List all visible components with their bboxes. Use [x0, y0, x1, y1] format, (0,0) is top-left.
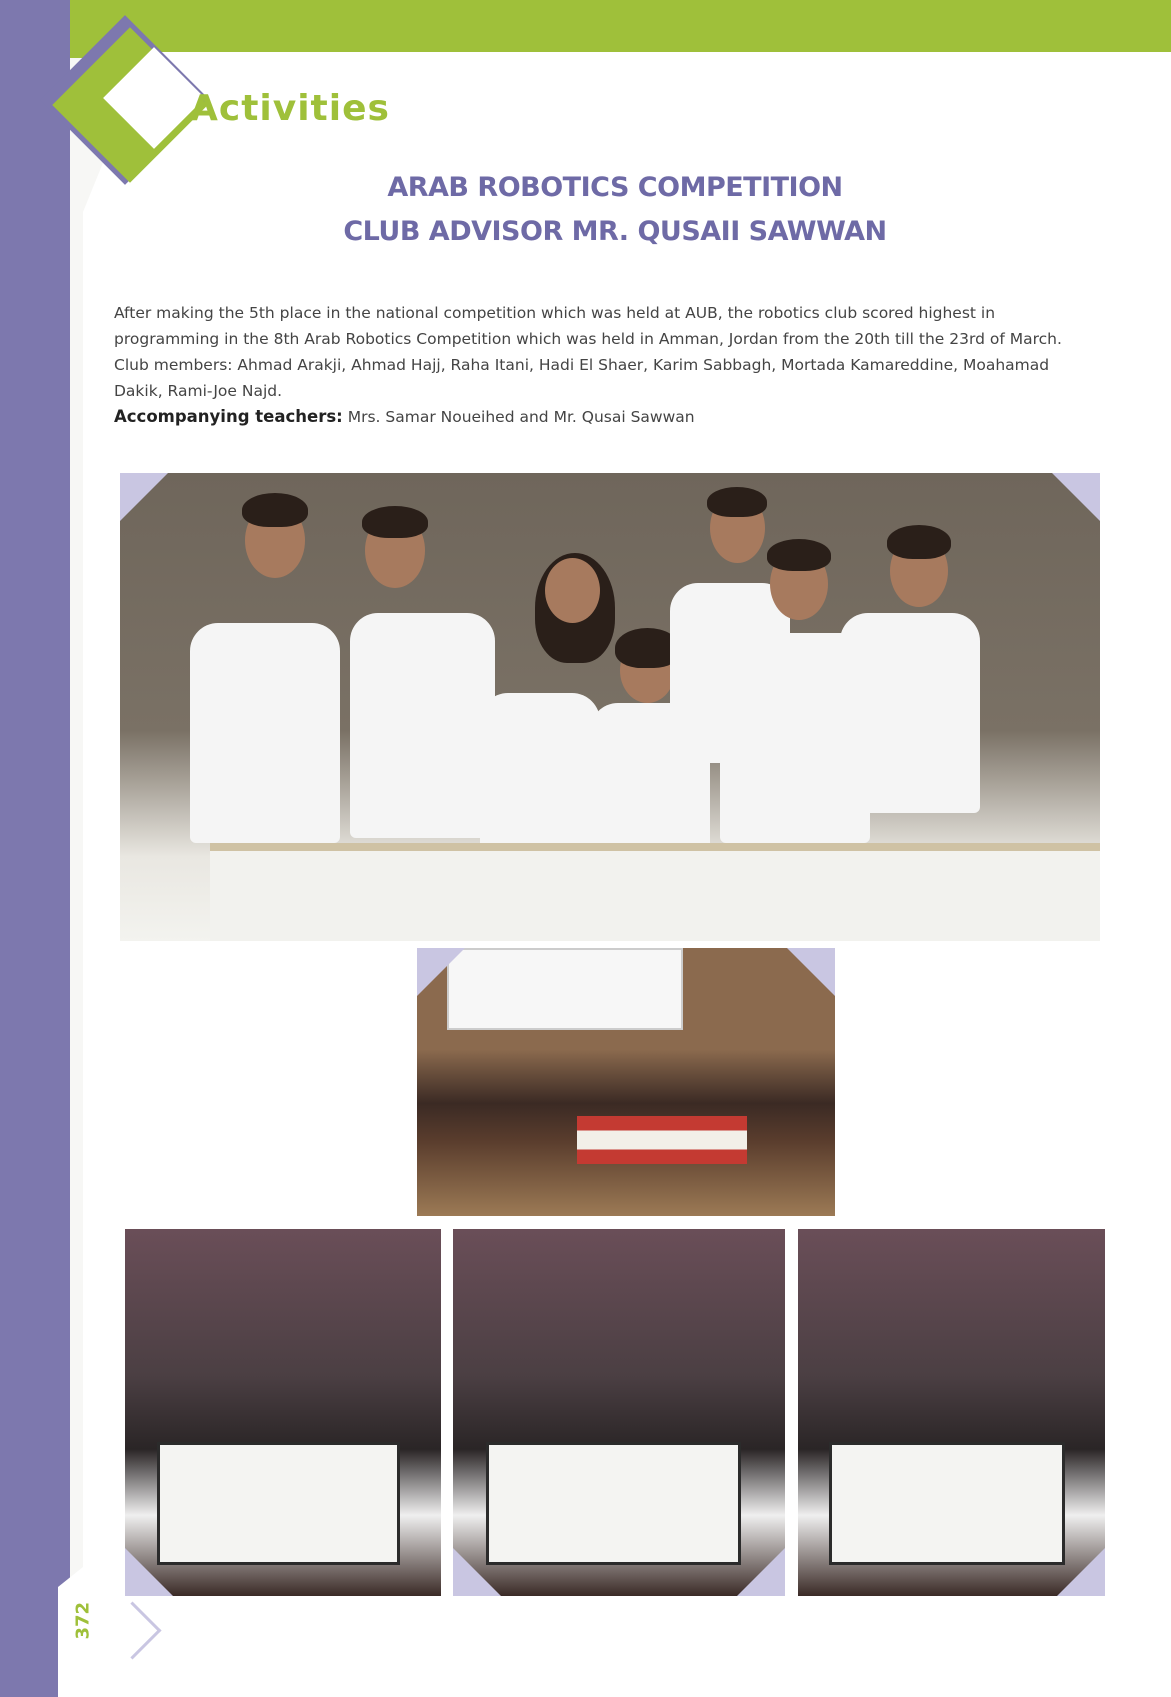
teachers-names: Mrs. Samar Noueihed and Mr. Qusai Sawwan — [347, 408, 695, 426]
photo-student-hair — [362, 506, 428, 538]
competition-photo-right — [798, 1229, 1105, 1596]
competition-board — [157, 1442, 400, 1565]
article-intro: After making the 5th place in the national competition which was held at AUB, the robotics club scored highest in programming in the 8th Arab Robotics Competition which was held in Amman, Jordan from the 20th till the 23rd of March. — [114, 304, 1062, 348]
competition-board — [829, 1442, 1065, 1565]
team-photo — [120, 473, 1100, 941]
photo-corner-decoration — [1057, 1548, 1105, 1596]
photo-student-head — [545, 558, 600, 623]
photo-student-shirt — [840, 613, 980, 813]
photo-student-shirt — [350, 613, 495, 838]
photo-student-shirt — [190, 623, 340, 843]
page-number: 372 — [72, 1601, 94, 1640]
competition-photo-center — [453, 1229, 785, 1596]
photo-student-shirt — [480, 693, 600, 853]
competition-board — [486, 1442, 741, 1565]
robotics-competition-table — [210, 843, 1100, 941]
top-decorative-band — [0, 0, 1171, 58]
article-body — [114, 300, 1099, 430]
photo-corner-decoration — [120, 473, 168, 521]
lebanese-flag — [577, 1116, 747, 1164]
article-teachers — [114, 404, 1099, 430]
photo-corner-decoration — [125, 1548, 173, 1596]
teachers-label: Accompanying teachers: — [114, 407, 343, 426]
left-decorative-band — [0, 0, 70, 1697]
photo-student-hair — [242, 493, 308, 527]
article-members: Club members: Ahmad Arakji, Ahmad Hajj, Raha Itani, Hadi El Shaer, Karim Sabbagh, Mortada Kamareddine, Moahamad Dakik, Rami-Joe Najd. — [114, 356, 1050, 400]
crowd-photo — [417, 948, 835, 1216]
section-title: Activities — [190, 88, 390, 129]
photo-corner-decoration — [453, 1548, 501, 1596]
photo-corner-decoration — [737, 1548, 785, 1596]
photo-corner-decoration — [1052, 473, 1100, 521]
article-subheadline: CLUB ADVISOR MR. QUSAII SAWWAN — [343, 216, 887, 247]
photo-corner-decoration — [417, 948, 465, 996]
projection-screen — [447, 948, 683, 1030]
competition-photo-left — [125, 1229, 441, 1596]
photo-student-hair — [887, 525, 951, 559]
article-headline: ARAB ROBOTICS COMPETITION — [387, 172, 843, 203]
photo-student-hair — [767, 539, 831, 571]
photo-student-hair — [707, 487, 767, 517]
photo-corner-decoration — [787, 948, 835, 996]
